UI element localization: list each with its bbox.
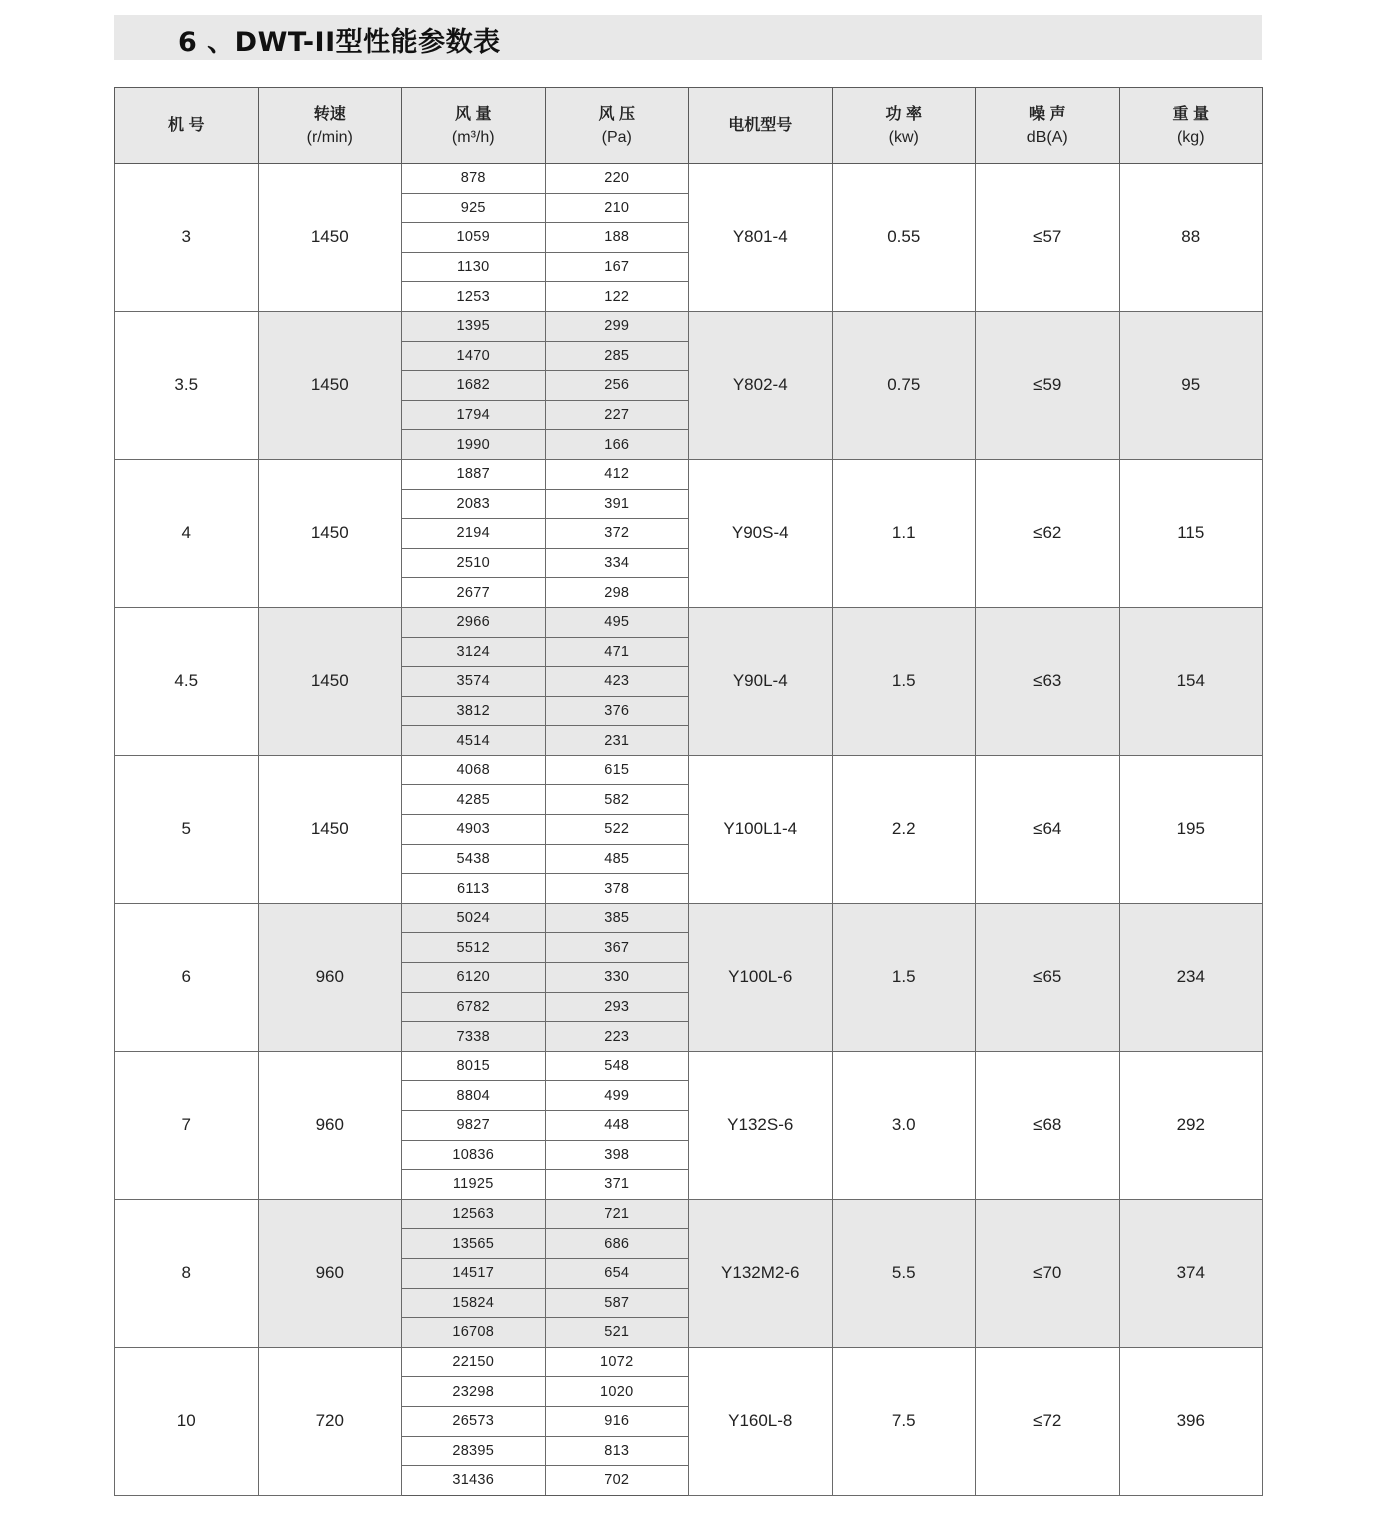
airflow-cell: 9827 [402,1111,546,1141]
table-row [115,607,1263,637]
pressure-cell: 702 [545,1466,689,1496]
airflow-cell: 23298 [402,1377,546,1407]
power-cell: 0.75 [832,311,976,459]
airflow-cell: 3124 [402,637,546,667]
weight-cell: 115 [1119,459,1263,607]
airflow-cell: 8015 [402,1051,546,1081]
pressure-cell: 721 [545,1199,689,1229]
power-cell: 2.2 [832,755,976,903]
pressure-cell: 256 [545,371,689,401]
airflow-cell: 12563 [402,1199,546,1229]
noise-cell: ≤65 [976,903,1120,1051]
pressure-cell: 495 [545,607,689,637]
pressure-cell: 471 [545,637,689,667]
speed-cell: 1450 [258,311,402,459]
table-row [115,164,1263,194]
header-motor-model: 电机型号 [689,88,833,164]
airflow-cell: 3574 [402,667,546,697]
pressure-cell: 166 [545,430,689,460]
header-noise: 噪 声 dB(A) [976,88,1120,164]
table-row [115,1347,1263,1377]
power-cell: 3.0 [832,1051,976,1199]
pressure-cell: 485 [545,844,689,874]
weight-cell: 374 [1119,1199,1263,1347]
airflow-cell: 11925 [402,1170,546,1200]
weight-cell: 88 [1119,164,1263,312]
airflow-cell: 3812 [402,696,546,726]
airflow-cell: 26573 [402,1406,546,1436]
speed-cell: 1450 [258,459,402,607]
noise-cell: ≤63 [976,607,1120,755]
header-machine-no: 机 号 [115,88,259,164]
machine-no-cell: 4 [115,459,259,607]
speed-cell: 960 [258,1199,402,1347]
machine-no-cell: 6 [115,903,259,1051]
table-row [115,903,1263,933]
motor-model-cell: Y801-4 [689,164,833,312]
airflow-cell: 6120 [402,963,546,993]
airflow-cell: 2194 [402,519,546,549]
pressure-cell: 367 [545,933,689,963]
airflow-cell: 4068 [402,755,546,785]
airflow-cell: 6782 [402,992,546,1022]
pressure-cell: 548 [545,1051,689,1081]
airflow-cell: 4903 [402,815,546,845]
airflow-cell: 1470 [402,341,546,371]
speed-cell: 1450 [258,164,402,312]
motor-model-cell: Y90L-4 [689,607,833,755]
weight-cell: 292 [1119,1051,1263,1199]
pressure-cell: 372 [545,519,689,549]
airflow-cell: 2083 [402,489,546,519]
speed-cell: 1450 [258,607,402,755]
motor-model-cell: Y100L1-4 [689,755,833,903]
motor-model-cell: Y160L-8 [689,1347,833,1495]
airflow-cell: 2677 [402,578,546,608]
pressure-cell: 448 [545,1111,689,1141]
pressure-cell: 499 [545,1081,689,1111]
noise-cell: ≤59 [976,311,1120,459]
header-airflow: 风 量 (m³/h) [402,88,546,164]
pressure-cell: 210 [545,193,689,223]
noise-cell: ≤57 [976,164,1120,312]
pressure-cell: 188 [545,223,689,253]
machine-no-cell: 10 [115,1347,259,1495]
airflow-cell: 5024 [402,903,546,933]
title-bar [114,15,1262,60]
header-pressure: 风 压 (Pa) [545,88,689,164]
speed-cell: 1450 [258,755,402,903]
airflow-cell: 10836 [402,1140,546,1170]
airflow-cell: 16708 [402,1318,546,1348]
weight-cell: 154 [1119,607,1263,755]
pressure-cell: 398 [545,1140,689,1170]
pressure-cell: 220 [545,164,689,194]
table-row [115,311,1263,341]
pressure-cell: 813 [545,1436,689,1466]
pressure-cell: 391 [545,489,689,519]
pressure-cell: 423 [545,667,689,697]
pressure-cell: 615 [545,755,689,785]
airflow-cell: 22150 [402,1347,546,1377]
pressure-cell: 231 [545,726,689,756]
airflow-cell: 15824 [402,1288,546,1318]
airflow-cell: 1682 [402,371,546,401]
pressure-cell: 167 [545,252,689,282]
airflow-cell: 925 [402,193,546,223]
airflow-cell: 1130 [402,252,546,282]
airflow-cell: 4285 [402,785,546,815]
header-speed: 转速 (r/min) [258,88,402,164]
speed-cell: 720 [258,1347,402,1495]
header-weight: 重 量 (kg) [1119,88,1263,164]
header-power: 功 率 (kw) [832,88,976,164]
pressure-cell: 334 [545,548,689,578]
noise-cell: ≤68 [976,1051,1120,1199]
airflow-cell: 878 [402,164,546,194]
weight-cell: 195 [1119,755,1263,903]
pressure-cell: 654 [545,1258,689,1288]
header-row [115,88,1263,164]
table-row [115,755,1263,785]
weight-cell: 95 [1119,311,1263,459]
machine-no-cell: 5 [115,755,259,903]
pressure-cell: 686 [545,1229,689,1259]
pressure-cell: 412 [545,459,689,489]
airflow-cell: 1887 [402,459,546,489]
pressure-cell: 522 [545,815,689,845]
weight-cell: 396 [1119,1347,1263,1495]
pressure-cell: 223 [545,1022,689,1052]
page-title: 6 、DWT-II型性能参数表 [178,27,501,58]
speed-cell: 960 [258,1051,402,1199]
table-row [115,459,1263,489]
airflow-cell: 1794 [402,400,546,430]
motor-model-cell: Y90S-4 [689,459,833,607]
pressure-cell: 298 [545,578,689,608]
pressure-cell: 385 [545,903,689,933]
airflow-cell: 28395 [402,1436,546,1466]
pressure-cell: 1020 [545,1377,689,1407]
table-body [115,164,1263,1496]
machine-no-cell: 4.5 [115,607,259,755]
pressure-cell: 916 [545,1406,689,1436]
power-cell: 0.55 [832,164,976,312]
power-cell: 5.5 [832,1199,976,1347]
machine-no-cell: 3 [115,164,259,312]
airflow-cell: 5438 [402,844,546,874]
airflow-cell: 31436 [402,1466,546,1496]
airflow-cell: 14517 [402,1258,546,1288]
pressure-cell: 122 [545,282,689,312]
power-cell: 1.5 [832,607,976,755]
pressure-cell: 371 [545,1170,689,1200]
airflow-cell: 13565 [402,1229,546,1259]
machine-no-cell: 3.5 [115,311,259,459]
noise-cell: ≤62 [976,459,1120,607]
airflow-cell: 7338 [402,1022,546,1052]
pressure-cell: 582 [545,785,689,815]
power-cell: 1.5 [832,903,976,1051]
motor-model-cell: Y100L-6 [689,903,833,1051]
speed-cell: 960 [258,903,402,1051]
pressure-cell: 1072 [545,1347,689,1377]
airflow-cell: 6113 [402,874,546,904]
motor-model-cell: Y132M2-6 [689,1199,833,1347]
airflow-cell: 1253 [402,282,546,312]
table-row [115,1051,1263,1081]
pressure-cell: 227 [545,400,689,430]
noise-cell: ≤72 [976,1347,1120,1495]
pressure-cell: 587 [545,1288,689,1318]
pressure-cell: 293 [545,992,689,1022]
airflow-cell: 1990 [402,430,546,460]
power-cell: 7.5 [832,1347,976,1495]
motor-model-cell: Y132S-6 [689,1051,833,1199]
noise-cell: ≤70 [976,1199,1120,1347]
pressure-cell: 521 [545,1318,689,1348]
pressure-cell: 376 [545,696,689,726]
airflow-cell: 2510 [402,548,546,578]
pressure-cell: 285 [545,341,689,371]
airflow-cell: 1395 [402,311,546,341]
airflow-cell: 8804 [402,1081,546,1111]
performance-table [114,87,1263,1496]
airflow-cell: 4514 [402,726,546,756]
airflow-cell: 1059 [402,223,546,253]
weight-cell: 234 [1119,903,1263,1051]
pressure-cell: 378 [545,874,689,904]
pressure-cell: 330 [545,963,689,993]
power-cell: 1.1 [832,459,976,607]
airflow-cell: 5512 [402,933,546,963]
machine-no-cell: 7 [115,1051,259,1199]
noise-cell: ≤64 [976,755,1120,903]
machine-no-cell: 8 [115,1199,259,1347]
airflow-cell: 2966 [402,607,546,637]
motor-model-cell: Y802-4 [689,311,833,459]
table-row [115,1199,1263,1229]
pressure-cell: 299 [545,311,689,341]
table-header [115,88,1263,164]
